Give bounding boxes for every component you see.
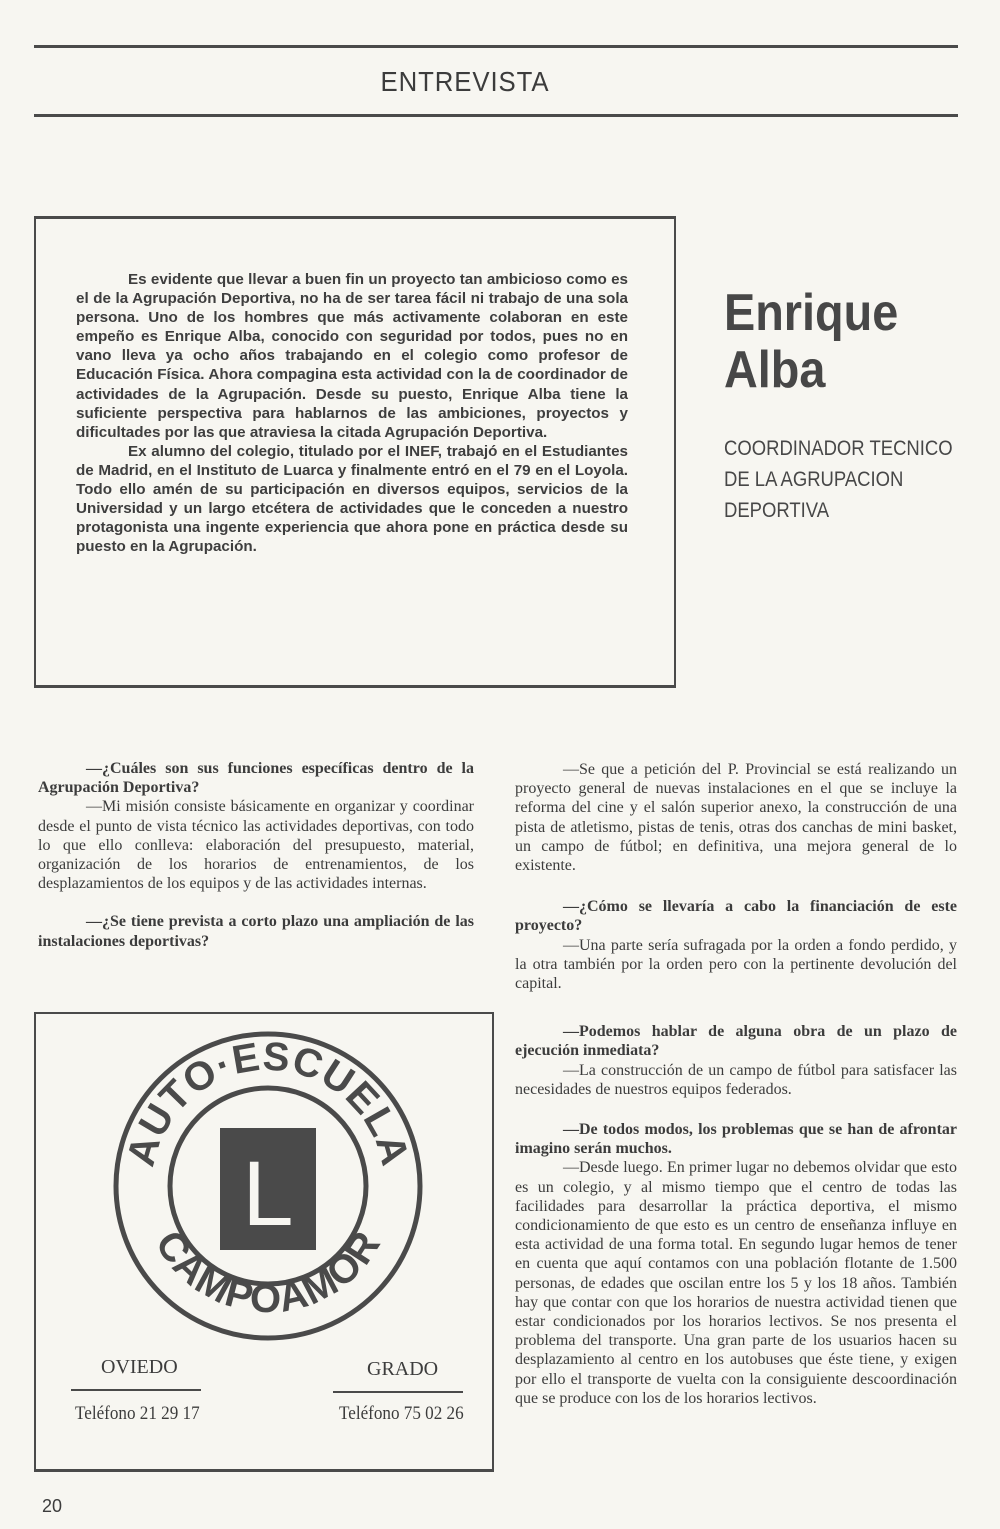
intro-paragraph: Es evidente que llevar a buen fin un proyecto tan ambicioso como es el de la Agrupación Deportiva, no ha de ser tarea fácil ni trabajo de una sola persona. Uno de los hombres que más activamente colaboran en este empeño es Enrique Alba, conocido con seguridad por todos, pues no en vano lleva ya ocho años trabajando en el colegio como profesor de Educación Física. Ahora compagina esta actividad con la de coordinador de actividades de la Agrupación. Desde su puesto, Enrique Alba tiene la suficiente perspectiva para hablarnos de las ambiciones, proyectos y dificultades por las que atraviesa la citada Agrupación Deportiva. [76,271,628,441]
interviewee-first-name: Enrique [724,284,899,342]
ad-divider [71,1389,201,1391]
driving-school-logo [112,1030,424,1342]
ad-phone-grado: Teléfono 75 02 26 [339,1403,464,1424]
interviewee-role [724,433,953,526]
interview-answer: —Una parte sería sufragada por la orden a fondo perdido, y la otra también por la orden pero con la pertinente devolución del capital. [515,936,957,993]
logo-top-text: AUTO·ESCUELA [118,1034,418,1171]
interview-question: —De todos modos, los problemas que se han de afrontar imagino serán muchos. [515,1121,957,1158]
interview-answer: —La construcción de un campo de fútbol para satisfacer las necesidades de nuestros equipos federados. [515,1061,957,1098]
paragraph-gap [38,893,474,912]
intro-paragraph: Ex alumno del colegio, titulado por el INEF, trabajó en el Estudiantes de Madrid, en el Instituto de Luarca y finalmente entró en el 79 en el Loyola. Todo ello amén de su participación en diversos equipos, servicios de la Universidad y un largo etcétera de actividades que le conceden a nuestro protagonista una ingente experiencia que ahora pone en práctica desde su puesto en la Agrupación. [76,442,628,556]
role-line: DEPORTIVA [724,499,830,522]
paragraph-gap [515,993,957,1022]
ad-divider [333,1391,463,1393]
paragraph-gap [515,875,957,897]
ad-city-oviedo: OVIEDO [101,1356,178,1378]
interview-answer: —Se que a petición del P. Provincial se está realizando un proyecto general de nuevas instalaciones en el que se incluye la reforma del cine y el salón superior anexo, la construcción de una pista de atletismo, pistas de tenis, otras dos canchas de mini basket, un campo de fútbol; en definitiva, una mejora general de lo existente. [515,761,957,875]
interview-answer: —Desde luego. En primer lugar no debemos olvidar que esto es un colegio, y al mismo tiempo que el centro de todas las facilidades para desarrollar la práctica deportiva, el mismo condicionamiento de que esto es un centro de enseñanza influye en esta actividad de una forma total. En segundo lugar hemos de tener en cuenta que aquí contamos con una población flotante de 1.500 personas, de edades que oscilan entre los 5 y los 18 años. También hay que contar con que los horarios de nuestra actividad tienen que estar condicionados por los horarios lectivos. Se nos presenta el problema del transporte. Una gran parte de los usuarios hacen su desplazamiento al centro en los autobuses que éste tiene, y exigen por ello el transporte de vuelta con la consiguiente descoordinación que se produce con los de los horarios lectivos. [515,1159,957,1407]
learner-l-icon: L [242,1143,294,1245]
interview-column-left [38,759,474,951]
header-top-rule [34,45,958,48]
interview-column-right [515,760,957,1408]
interview-question: —¿Cómo se llevaría a cabo la financiación de este proyecto? [515,898,957,935]
interview-question: —Podemos hablar de alguna obra de un plazo de ejecución inmediata? [515,1023,957,1060]
interviewee-name [724,285,898,399]
role-line: DE LA AGRUPACION [724,468,904,491]
role-line: COORDINADOR TECNICO [724,437,953,460]
interview-question: —¿Se tiene prevista a corto plazo una ampliación de las instalaciones deportivas? [38,913,474,950]
intro-text [76,270,628,556]
header-bottom-rule [34,114,958,117]
ad-city-grado: GRADO [367,1358,439,1380]
paragraph-gap [515,1099,957,1120]
page-number: 20 [42,1496,63,1516]
interview-answer: —Mi misión consiste básicamente en organizar y coordinar desde el punto de vista técnico las actividades deportivas, con todo lo que ello conlleva: elaboración del presupuesto, material, organización de los horarios de entrenamientos, de los desplazamientos de los equipos y de las actividades internas. [38,798,474,893]
interview-question: —¿Cuáles son sus funciones específicas dentro de la Agrupación Deportiva? [38,760,474,797]
logo-bottom-text: CAMPOAMOR [146,1223,390,1322]
interviewee-last-name: Alba [724,341,826,399]
section-title: ENTREVISTA [380,66,550,97]
ad-phone-oviedo: Teléfono 21 29 17 [75,1403,200,1424]
